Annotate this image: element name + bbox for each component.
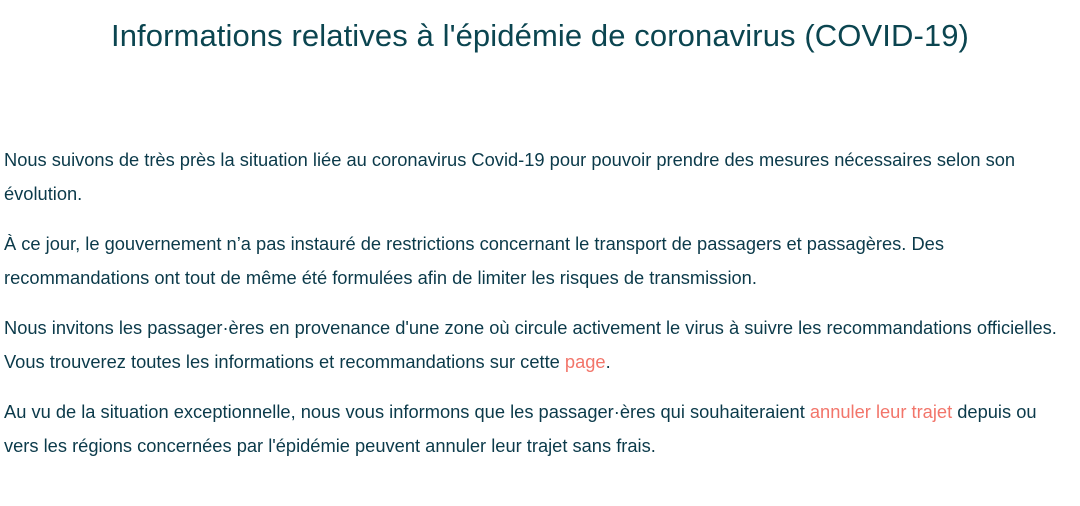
page-link[interactable]: page [564,351,606,372]
content-section [4,143,1076,479]
paragraph-cancellation [4,395,1076,463]
paragraph-restrictions: À ce jour, le gouvernement n’a pas instauré de restrictions concernant le transport de passagers et passagères. Des recommandations ont tout de même été formulées afin de limiter les risques de transmission. [4,233,944,288]
paragraph-recommendations [4,311,1076,379]
cancel-trip-link[interactable]: annuler leur trajet [809,401,953,422]
page-title: Informations relatives à l'épidémie de coronavirus (COVID-19) [111,18,969,53]
paragraph-recommendations-text: Nous invitons les passager·ères en provenance d'une zone où circule activement le virus à suivre les recommandations officielles. Vous trouverez toutes les informations et recommandations sur cette [4,317,1057,372]
paragraph-recommendations-end: . [605,351,611,372]
paragraph-cancellation-end: depuis ou vers les régions concernées par l'épidémie peuvent annuler leur trajet sans frais. [4,401,1037,456]
paragraph-cancellation-text: Au vu de la situation exceptionnelle, nous vous informons que les passager·ères qui souhaiteraient [4,401,810,422]
paragraph-situation: Nous suivons de très près la situation liée au coronavirus Covid-19 pour pouvoir prendre des mesures nécessaires selon son évolution. [4,149,1016,204]
